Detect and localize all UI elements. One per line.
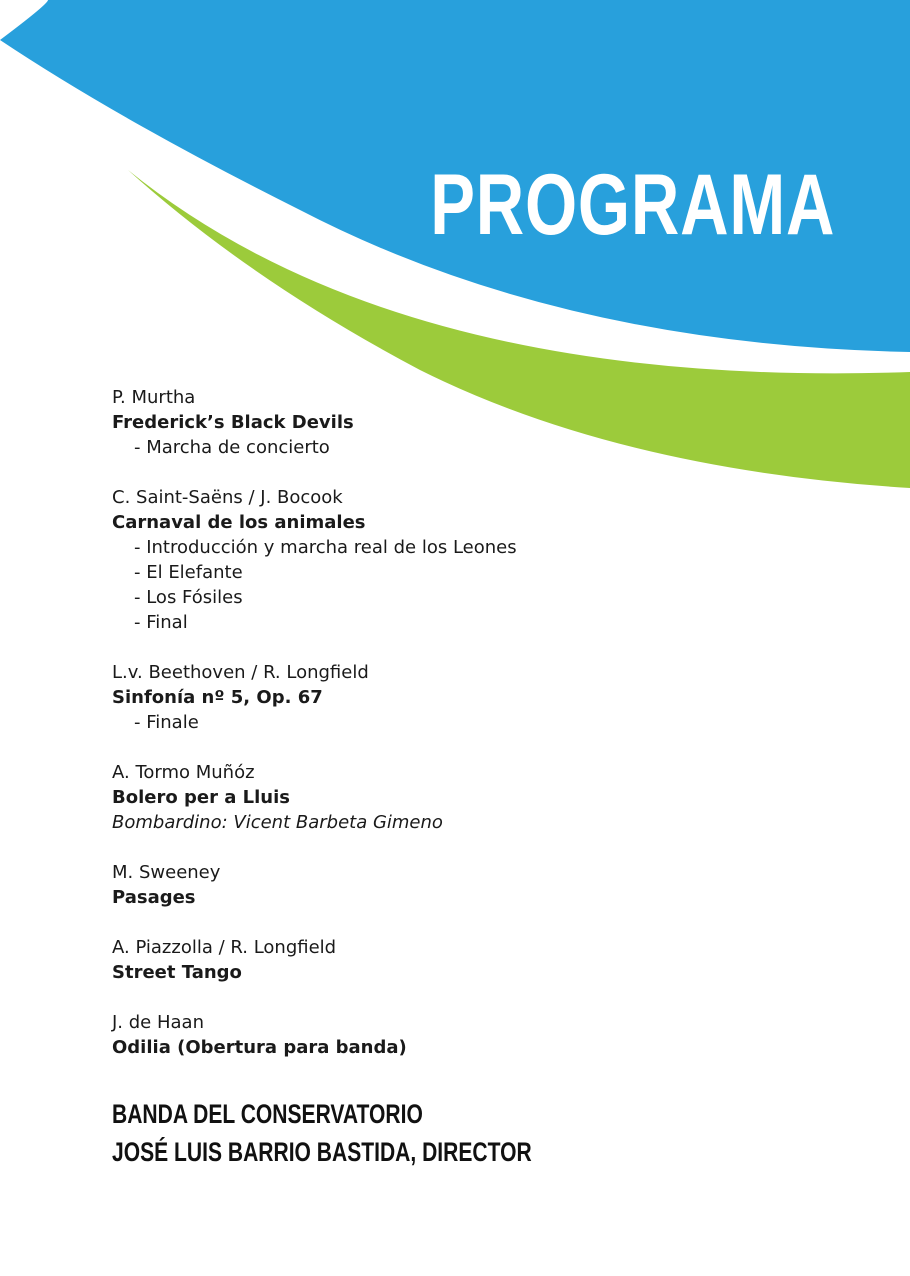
- program-piece: [112, 1010, 872, 1060]
- footer-credits: [112, 1095, 650, 1171]
- program-piece: [112, 485, 872, 635]
- program-piece: [112, 760, 872, 835]
- movement: - Finale: [134, 712, 199, 733]
- movement: - Introducción y marcha real de los Leones: [134, 537, 517, 558]
- movement: - El Elefante: [134, 562, 243, 583]
- composer: A. Tormo Muñóz: [112, 762, 255, 783]
- program-piece: [112, 660, 872, 735]
- composer: A. Piazzolla / R. Longfield: [112, 937, 337, 958]
- work-title: Bolero per a Lluis: [112, 787, 290, 808]
- movement: - Final: [134, 612, 188, 633]
- program-list: [112, 385, 872, 1085]
- program-piece: [112, 860, 872, 910]
- work-title: Street Tango: [112, 962, 242, 983]
- composer: C. Saint-Saëns / J. Bocook: [112, 487, 343, 508]
- director-name: JOSÉ LUIS BARRIO BASTIDA, DIRECTOR: [112, 1137, 532, 1167]
- composer: M. Sweeney: [112, 862, 221, 883]
- ensemble-name: BANDA DEL CONSERVATORIO: [112, 1099, 423, 1129]
- composer: L.v. Beethoven / R. Longfield: [112, 662, 369, 683]
- composer: J. de Haan: [112, 1012, 204, 1033]
- composer: P. Murtha: [112, 387, 196, 408]
- program-piece: [112, 385, 872, 460]
- page-title: PROGRAMA: [430, 157, 835, 253]
- soloist: Bombardino: Vicent Barbeta Gimeno: [112, 812, 443, 833]
- program-piece: [112, 935, 872, 985]
- work-title: Carnaval de los animales: [112, 512, 366, 533]
- work-title: Pasages: [112, 887, 196, 908]
- work-title: Sinfonía nº 5, Op. 67: [112, 687, 323, 708]
- work-title: Odilia (Obertura para banda): [112, 1037, 407, 1058]
- work-title: Frederick’s Black Devils: [112, 412, 354, 433]
- movement: - Marcha de concierto: [134, 437, 330, 458]
- movement: - Los Fósiles: [134, 587, 243, 608]
